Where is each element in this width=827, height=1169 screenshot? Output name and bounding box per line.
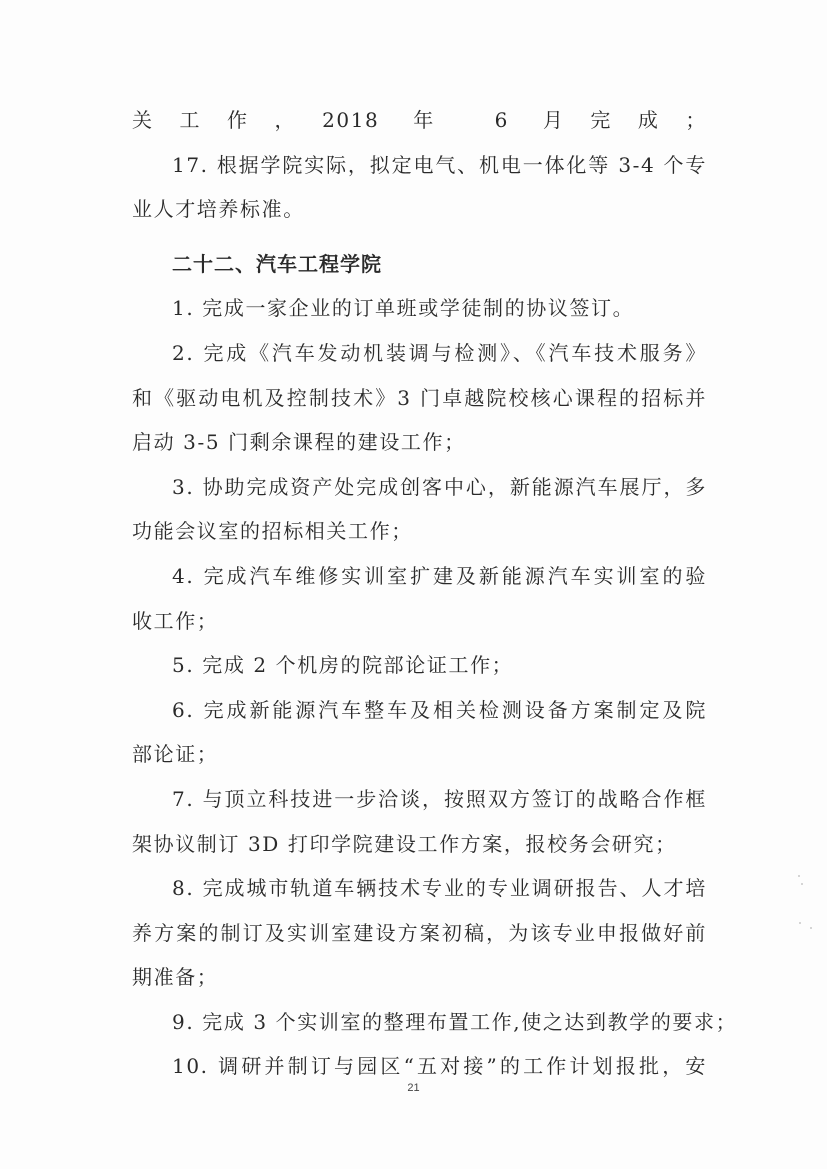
text-line: 功能会议室的招标相关工作； (132, 519, 413, 544)
text-line: 关工作，2018 年 6 月完成； (132, 108, 707, 132)
scan-speck (799, 922, 801, 924)
list-item-2: 2. 完成《汽车发动机装调与检测》、《汽车技术服务》 (172, 340, 707, 365)
list-item-4: 4. 完成汽车维修实训室扩建及新能源汽车实训室的验 (172, 563, 707, 588)
text-line: 期准备； (132, 965, 219, 990)
text-line: 架协议制订 3D 打印学院建设工作方案，报校务会研究； (132, 831, 677, 856)
section-heading: 二十二、汽车工程学院 (172, 251, 382, 276)
list-item-8: 8. 完成城市轨道车辆技术专业的专业调研报告、人才培 (172, 876, 707, 901)
list-item-7: 7. 与顶立科技进一步洽谈，按照双方签订的战略合作框 (172, 786, 707, 811)
page-number: 21 (407, 1082, 420, 1094)
text-line: 收工作； (132, 608, 219, 633)
list-item-10: 10. 调研并制订与园区“五对接”的工作计划报批，安 (172, 1054, 707, 1079)
scan-speck (798, 875, 800, 877)
scan-speck (801, 883, 803, 885)
text-line: 业人才培养标准。 (132, 197, 305, 222)
scan-speck (810, 927, 812, 929)
text-line: 启动 3-5 门剩余课程的建设工作； (132, 430, 466, 455)
text-line: 养方案的制订及实训室建设方案初稿，为该专业申报做好前 (132, 920, 707, 945)
list-item-3: 3. 协助完成资产处完成创客中心，新能源汽车展厅，多 (172, 474, 707, 499)
text-line: 和《驱动电机及控制技术》3 门卓越院校核心课程的招标并 (132, 385, 707, 410)
list-item-5: 5. 完成 2 个机房的院部论证工作； (172, 653, 514, 678)
list-item-9: 9. 完成 3 个实训室的整理布置工作,使之达到教学的要求； (172, 1009, 738, 1034)
text-line: 部论证； (132, 742, 219, 767)
document-body (132, 98, 738, 1089)
list-item-17: 17. 根据学院实际，拟定电气、机电一体化等 3-4 个专 (172, 152, 707, 177)
list-item-6: 6. 完成新能源汽车整车及相关检测设备方案制定及院 (172, 697, 707, 722)
list-item-1: 1. 完成一家企业的订单班或学徒制的协议签订。 (172, 296, 635, 321)
